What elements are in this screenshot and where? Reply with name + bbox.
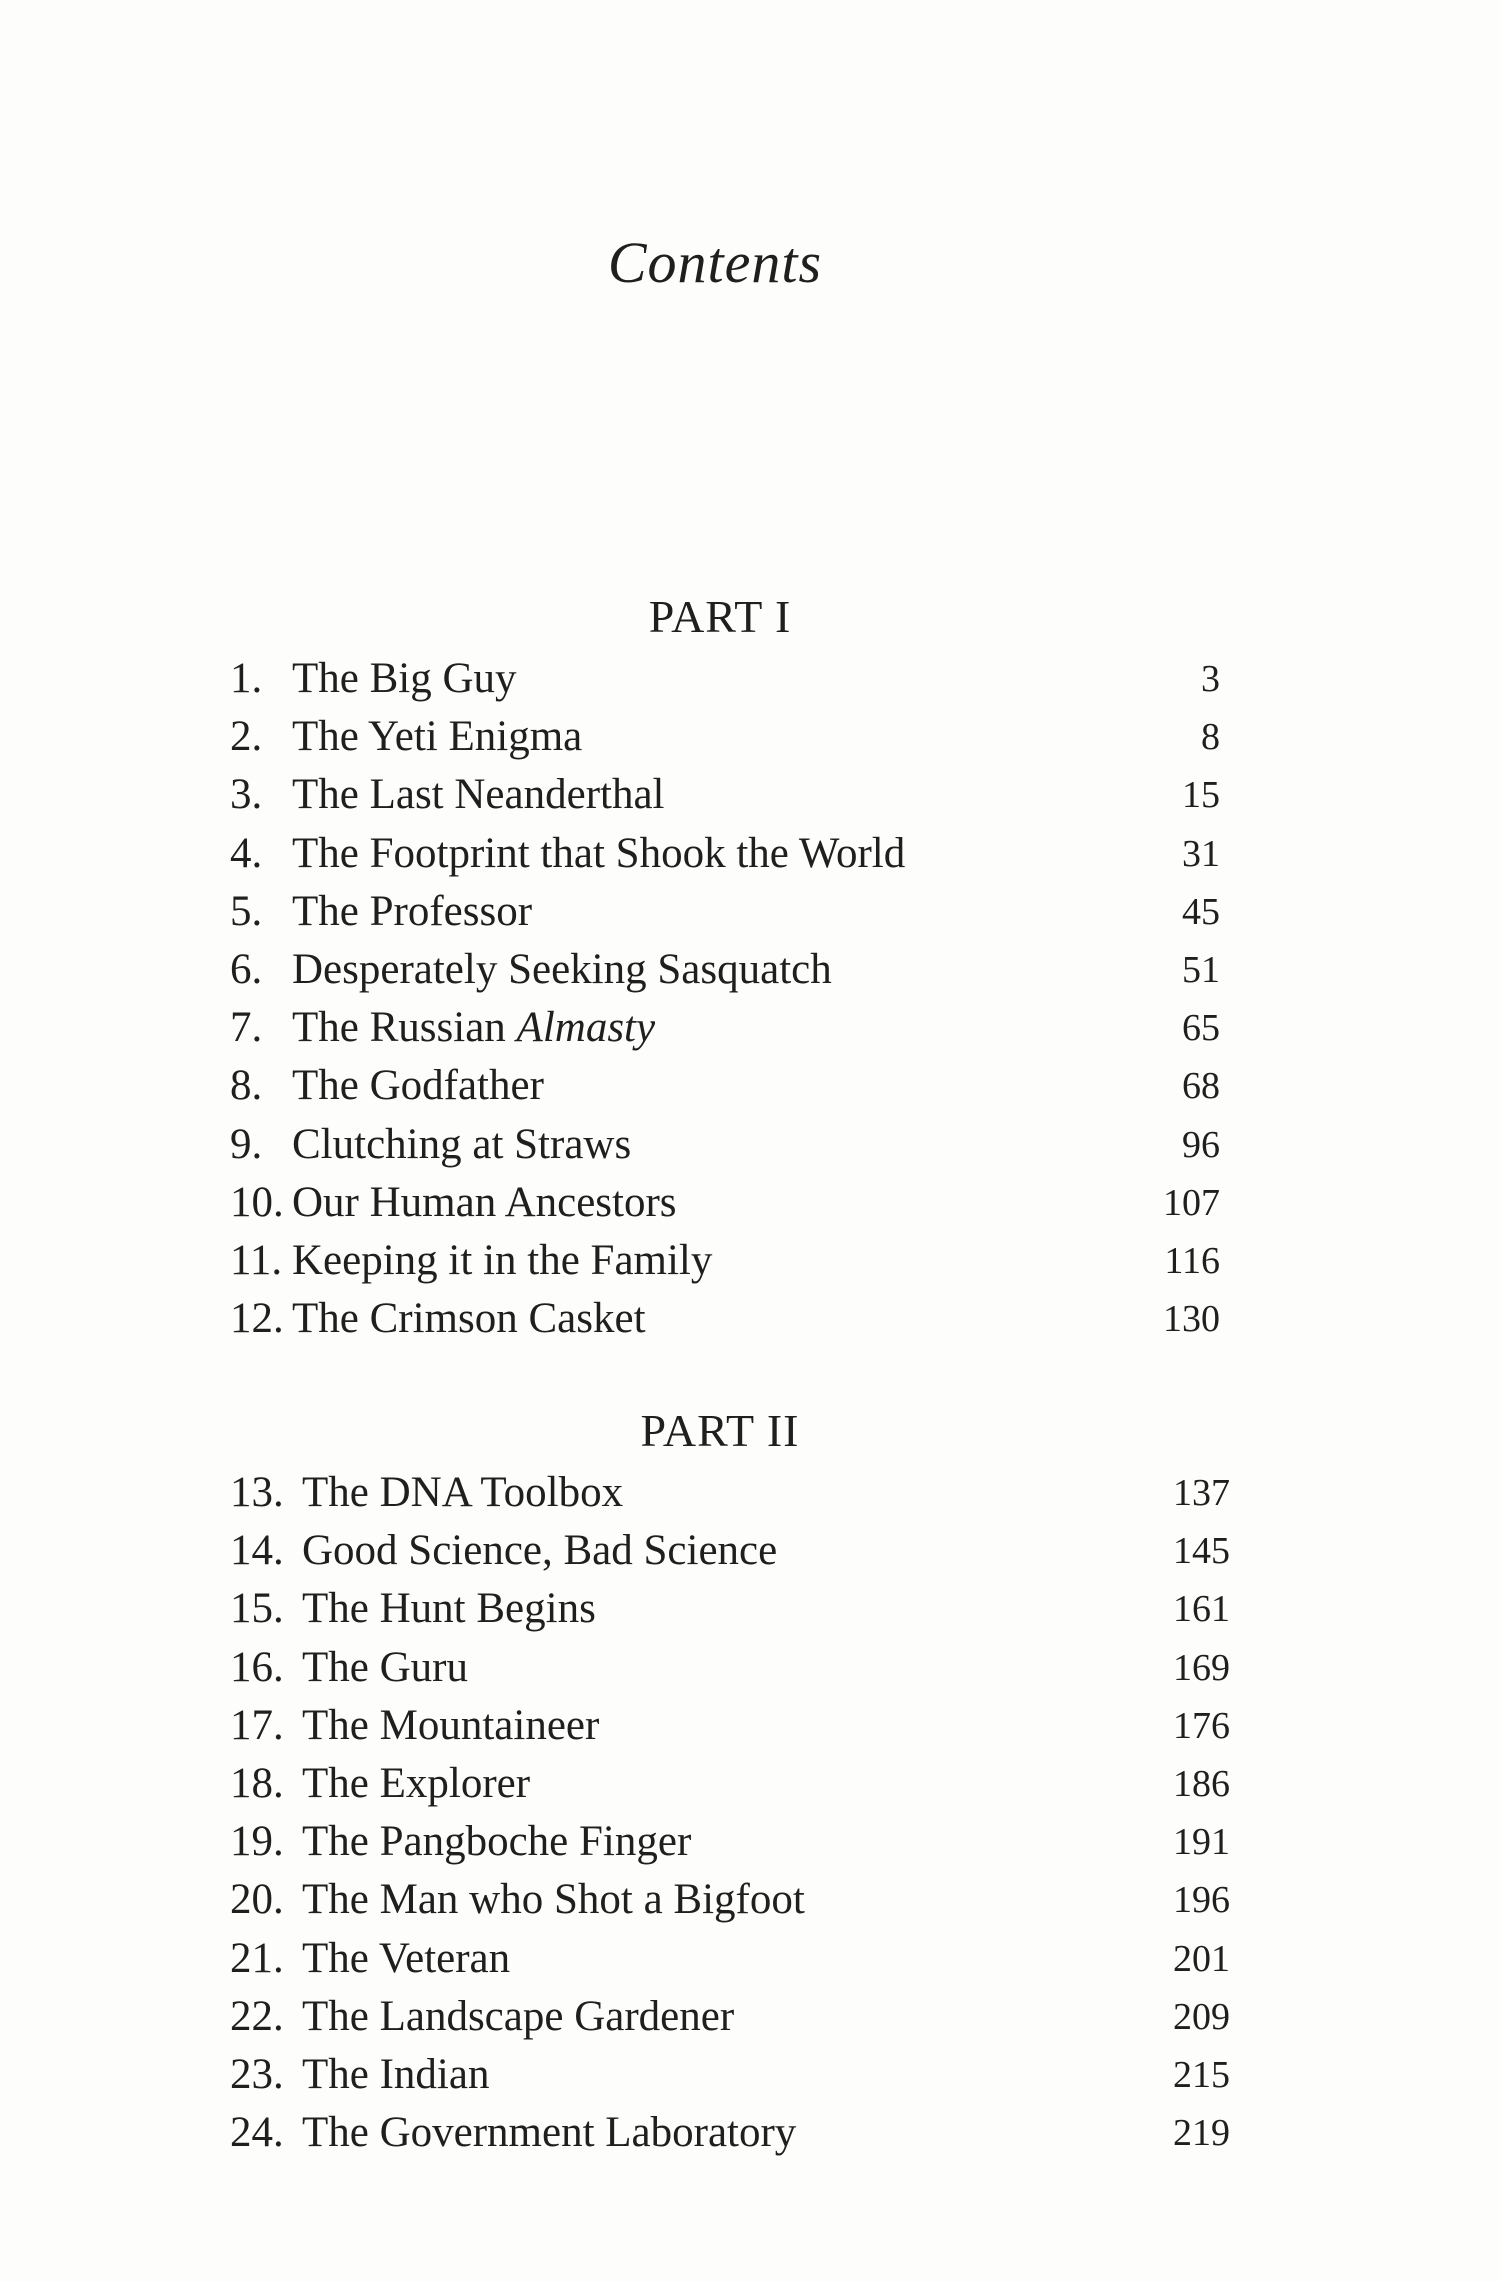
chapter-number: 10. — [230, 1178, 284, 1226]
page-number: 137 — [1173, 1472, 1230, 1514]
chapter-title — [302, 2104, 796, 2162]
chapter-title-text: The Guru — [302, 1643, 468, 1691]
chapter-number: 9. — [230, 1120, 263, 1168]
page-number: 215 — [1173, 2053, 1230, 2096]
toc-entry — [230, 941, 1230, 999]
page-number: 186 — [1173, 1762, 1230, 1805]
chapter-number: 17. — [230, 1701, 284, 1749]
chapter-title-text: The Russian — [292, 1004, 517, 1052]
chapter-title — [302, 1464, 623, 1522]
toc-entry — [230, 825, 1230, 883]
toc-entry — [230, 650, 1230, 708]
chapter-title-text: The Footprint that Shook the World — [292, 829, 906, 877]
toc-entry — [230, 1697, 1230, 1755]
chapter-title-text: The Indian — [302, 2050, 490, 2098]
toc-entry — [230, 2104, 1230, 2162]
chapter-number: 19. — [230, 1818, 284, 1866]
toc-entry — [230, 1522, 1230, 1580]
chapter-title-text: The Yeti Enigma — [292, 713, 583, 761]
toc-entry — [230, 1755, 1230, 1813]
toc-entry — [230, 766, 1230, 824]
chapter-number: 5. — [230, 887, 263, 935]
page-number: 65 — [1182, 1007, 1220, 1050]
part-heading-1: PART I — [648, 591, 792, 642]
chapter-title — [302, 1813, 691, 1871]
page-number: 68 — [1182, 1065, 1220, 1108]
chapter-number: 22. — [230, 1992, 284, 2040]
chapter-title-text: Keeping it in the Family — [292, 1236, 713, 1284]
chapter-number: 1. — [230, 655, 263, 702]
toc-entry — [230, 1232, 1230, 1290]
chapter-number: 20. — [230, 1876, 284, 1924]
page-number: 176 — [1173, 1704, 1230, 1747]
chapter-title — [292, 883, 532, 941]
chapter-title — [302, 1755, 530, 1813]
chapter-title-text: Good Science, Bad Science — [302, 1527, 778, 1575]
page-number: 31 — [1182, 832, 1220, 875]
page-number: 169 — [1173, 1646, 1230, 1689]
page-number: 3 — [1201, 658, 1220, 700]
chapter-number: 24. — [230, 2109, 284, 2157]
chapter-title — [302, 1580, 596, 1638]
page-number: 219 — [1173, 2112, 1230, 2155]
toc-entry — [230, 1813, 1230, 1871]
toc-list-part-1 — [230, 650, 1230, 1348]
chapter-number: 11. — [230, 1236, 283, 1284]
chapter-title-text: The Big Guy — [292, 655, 517, 702]
page-number: 209 — [1173, 1995, 1230, 2038]
chapter-number: 21. — [230, 1934, 284, 1982]
chapter-title — [292, 1232, 712, 1290]
part-heading-2: PART II — [640, 1405, 800, 1456]
page-number: 196 — [1173, 1879, 1230, 1922]
chapter-title-text: The Godfather — [292, 1062, 544, 1110]
chapter-title-text: The DNA Toolbox — [302, 1469, 624, 1516]
page-number: 201 — [1173, 1937, 1230, 1980]
toc-entry — [230, 1871, 1230, 1929]
chapter-number: 2. — [230, 713, 263, 761]
chapter-number: 15. — [230, 1585, 284, 1633]
chapter-title — [292, 1116, 631, 1174]
chapter-title-text: The Explorer — [302, 1759, 531, 1807]
chapter-title-italic: Almasty — [516, 1004, 656, 1052]
toc-entry — [230, 883, 1230, 941]
toc-entry — [230, 1930, 1230, 1988]
chapter-title — [292, 708, 582, 766]
chapter-title — [292, 941, 832, 999]
toc-entry — [230, 2046, 1230, 2104]
chapter-title-text: The Landscape Gardener — [302, 1992, 735, 2040]
chapter-number: 7. — [230, 1004, 263, 1052]
chapter-title — [292, 999, 655, 1057]
page-number: 51 — [1182, 948, 1220, 991]
chapter-title-text: The Last Neanderthal — [292, 771, 665, 819]
page-number: 191 — [1173, 1821, 1230, 1864]
chapter-title — [292, 1057, 544, 1115]
chapter-number: 16. — [230, 1643, 284, 1691]
toc-entry — [230, 1174, 1230, 1232]
chapter-title-text: Clutching at Straws — [292, 1120, 632, 1168]
toc-entry — [230, 1290, 1230, 1348]
chapter-title — [302, 2046, 489, 2104]
toc-entry — [230, 708, 1230, 766]
toc-entry — [230, 1639, 1230, 1697]
toc-entry — [230, 1116, 1230, 1174]
chapter-title-text: The Mountaineer — [302, 1701, 600, 1749]
chapter-number: 6. — [230, 945, 263, 993]
chapter-number: 13. — [230, 1469, 284, 1516]
chapter-number: 12. — [230, 1295, 284, 1343]
page-number: 161 — [1173, 1588, 1230, 1631]
chapter-title — [302, 1930, 510, 1988]
chapter-number: 8. — [230, 1062, 263, 1110]
page-number: 96 — [1182, 1123, 1220, 1166]
page-number: 145 — [1173, 1530, 1230, 1573]
toc-entry — [230, 1057, 1230, 1115]
chapter-title-text: The Man who Shot a Bigfoot — [302, 1876, 805, 1924]
chapter-title-text: Desperately Seeking Sasquatch — [292, 945, 832, 993]
toc-entry — [230, 1988, 1230, 2046]
chapter-title-text: The Government Laboratory — [302, 2109, 797, 2157]
chapter-title-text: The Crimson Casket — [292, 1295, 646, 1343]
chapter-number: 3. — [230, 771, 263, 819]
chapter-title — [302, 1697, 599, 1755]
chapter-title — [292, 766, 665, 824]
toc-list-part-2 — [230, 1464, 1230, 2162]
toc-entry — [230, 1464, 1230, 1522]
chapter-title-text: Our Human Ancestors — [292, 1178, 677, 1226]
page-number: 15 — [1182, 774, 1220, 817]
chapter-title — [292, 650, 517, 708]
chapter-title — [292, 825, 905, 883]
chapter-title — [302, 1639, 468, 1697]
chapter-number: 4. — [230, 829, 263, 877]
chapter-title — [302, 1871, 805, 1929]
toc-entry — [230, 999, 1230, 1057]
chapter-number: 14. — [230, 1527, 284, 1575]
chapter-number: 23. — [230, 2050, 284, 2098]
chapter-title-text: The Hunt Begins — [302, 1585, 596, 1633]
chapter-title-text: The Pangboche Finger — [302, 1818, 692, 1866]
chapter-title — [302, 1522, 777, 1580]
page-number: 130 — [1163, 1298, 1220, 1341]
page-number: 107 — [1163, 1181, 1220, 1224]
chapter-title-text: The Professor — [292, 887, 533, 935]
chapter-title — [292, 1174, 677, 1232]
chapter-title — [292, 1290, 646, 1348]
page-number: 116 — [1164, 1239, 1220, 1282]
chapter-title-text: The Veteran — [302, 1934, 511, 1982]
page-number: 8 — [1201, 716, 1220, 759]
page-title: Contents — [607, 230, 823, 295]
chapter-title — [302, 1988, 734, 2046]
page-number: 45 — [1182, 890, 1220, 933]
toc-entry — [230, 1580, 1230, 1638]
chapter-number: 18. — [230, 1759, 284, 1807]
